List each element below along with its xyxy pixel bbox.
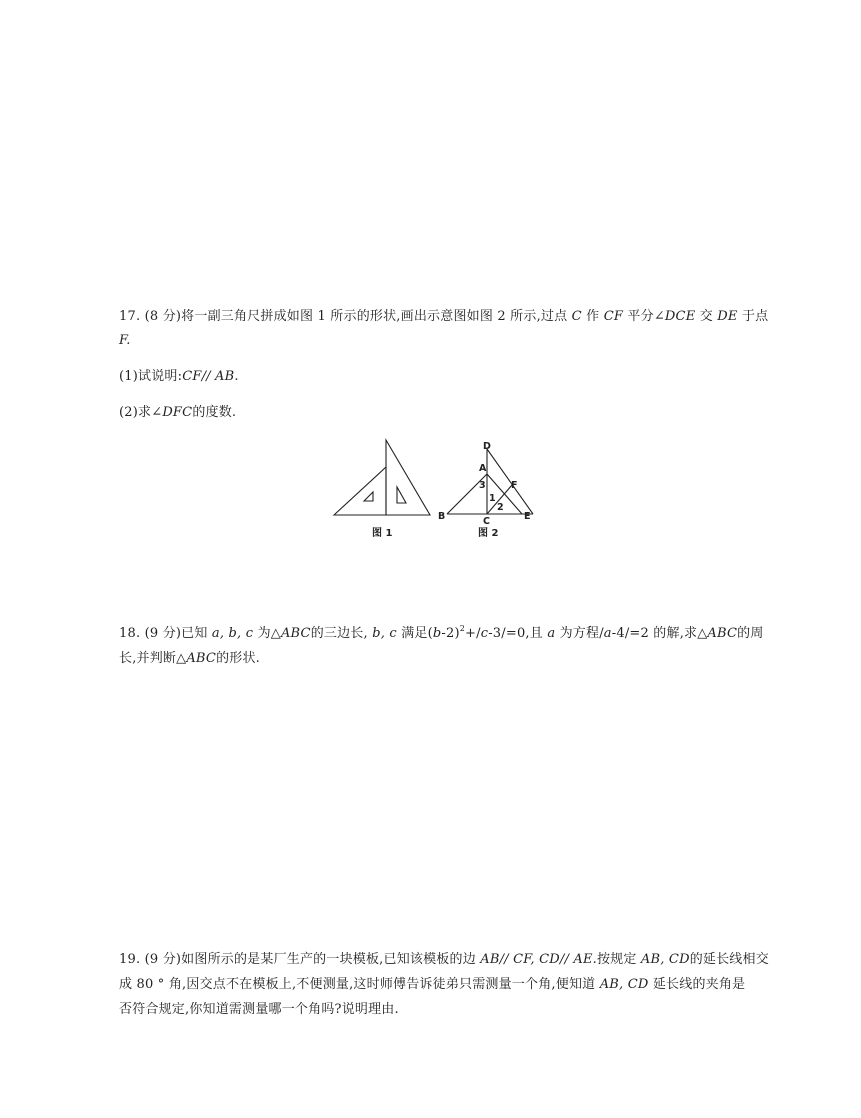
fig2-label-2: 2	[497, 502, 504, 513]
fig1-left-inner-triangle	[364, 492, 373, 501]
fig1-left-triangle	[334, 467, 386, 515]
fig1-right-inner-triangle	[397, 487, 406, 503]
q18-vars-bc: b, c	[372, 626, 397, 641]
q17-stem-d: 交	[699, 309, 713, 324]
q17-point-f: F.	[119, 333, 131, 348]
q18-line-2	[119, 649, 260, 669]
q17-sub-1	[119, 367, 239, 387]
q18-text-8: 为方程/	[559, 626, 604, 641]
q19-line-3	[119, 1000, 399, 1020]
q17-sub1-math: CF// AB.	[182, 369, 239, 384]
q18-text-4: 满足(	[401, 626, 433, 641]
fig2-label-a: A	[479, 463, 487, 474]
q19-text-1: 如图所示的是某厂生产的一块模板,已知该模板的边	[181, 952, 476, 967]
q19-score: (9 分)	[144, 952, 182, 967]
q18-text-1: 已知	[181, 626, 208, 641]
fig2-label-b: B	[438, 511, 446, 522]
q17-stem-a: 将一副三角尺拼成如图 1 所示的形状,画出示意图如图 2 所示,过点	[181, 309, 568, 324]
q18-text-3: 的三边长,	[310, 626, 368, 641]
fig2-label-3: 3	[479, 480, 486, 491]
q18-text-9: -4/=2 的解,求△	[611, 626, 708, 641]
fig1-right-triangle	[386, 440, 430, 515]
q18-exponent: 2	[459, 624, 466, 633]
q19-line3: 否符合规定,你知道需测量哪一个角吗?说明理由.	[119, 1002, 399, 1017]
q17-line-1	[119, 307, 768, 327]
q17-figures	[326, 437, 541, 543]
q18-score: (9 分)	[144, 626, 182, 641]
q17-line-2	[119, 331, 131, 351]
q18-text-5: -2)	[441, 626, 460, 641]
q19-lines-ab-cd: AB, CD	[640, 952, 690, 967]
q18-var-a: a	[547, 626, 556, 641]
fig2-label-e: E	[524, 511, 531, 522]
q17-segment-cf: CF	[603, 309, 624, 324]
q19-line-2	[119, 975, 745, 995]
q17-stem-e: 于点	[741, 309, 769, 324]
q17-sub2-math: DFC	[162, 405, 193, 420]
q19-number: 19.	[119, 952, 141, 967]
q19-parallel-math: AB// CF, CD// AE.	[480, 952, 597, 967]
q18-triangle-3: ABC	[186, 651, 217, 666]
q17-sub1-prefix: (1)试说明:	[119, 369, 183, 384]
q18-line2-b: 的形状.	[216, 651, 261, 666]
q18-text-10: 的周	[737, 626, 764, 641]
q18-var-b: b	[432, 626, 442, 641]
q17-stem-b: 作	[586, 309, 600, 324]
q18-text-6: +/	[465, 626, 481, 641]
q18-vars-abc: a, b, c	[211, 626, 254, 641]
q19-line-1	[119, 950, 769, 970]
q17-sub-2	[119, 403, 236, 423]
fig2-caption: 图 2	[478, 528, 499, 539]
q19-lines-ab-cd-2: AB, CD	[599, 977, 649, 992]
q17-stem-c: 平分∠	[627, 309, 665, 324]
q17-figure-svg	[326, 437, 541, 543]
q17-point-c: C	[571, 309, 582, 324]
q17-angle-dce: DCE	[664, 309, 696, 324]
fig1-caption: 图 1	[372, 528, 393, 539]
q18-var-c: c	[480, 626, 489, 641]
q18-triangle-2: ABC	[707, 626, 738, 641]
fig2-label-c: C	[483, 516, 490, 527]
q17-segment-de: DE	[717, 309, 738, 324]
q18-text-7: -3/=0,且	[488, 626, 543, 641]
q19-line2-b: 延长线的夹角是	[652, 977, 746, 992]
q18-triangle-1: ABC	[280, 626, 311, 641]
fig2-label-f: F	[511, 480, 518, 491]
fig2-label-d: D	[483, 441, 491, 452]
q19-text-2: 按规定	[596, 952, 637, 967]
q18-line-1	[119, 624, 764, 644]
q18-var-a2: a	[603, 626, 612, 641]
q18-text-2: 为△	[257, 626, 281, 641]
q17-number: 17.	[119, 309, 141, 324]
q19-text-3: 的延长线相交	[689, 952, 769, 967]
q17-sub2-suffix: 的度数.	[192, 405, 237, 420]
q17-score: (8 分)	[144, 309, 182, 324]
q18-number: 18.	[119, 626, 141, 641]
q18-line2-a: 长,并判断△	[119, 651, 187, 666]
fig2-label-1: 1	[489, 493, 496, 504]
q19-line2-a: 成 80 ° 角,因交点不在模板上,不便测量,这时师傅告诉徒弟只需测量一个角,便知道	[119, 977, 596, 992]
q17-sub2-prefix: (2)求∠	[119, 405, 163, 420]
